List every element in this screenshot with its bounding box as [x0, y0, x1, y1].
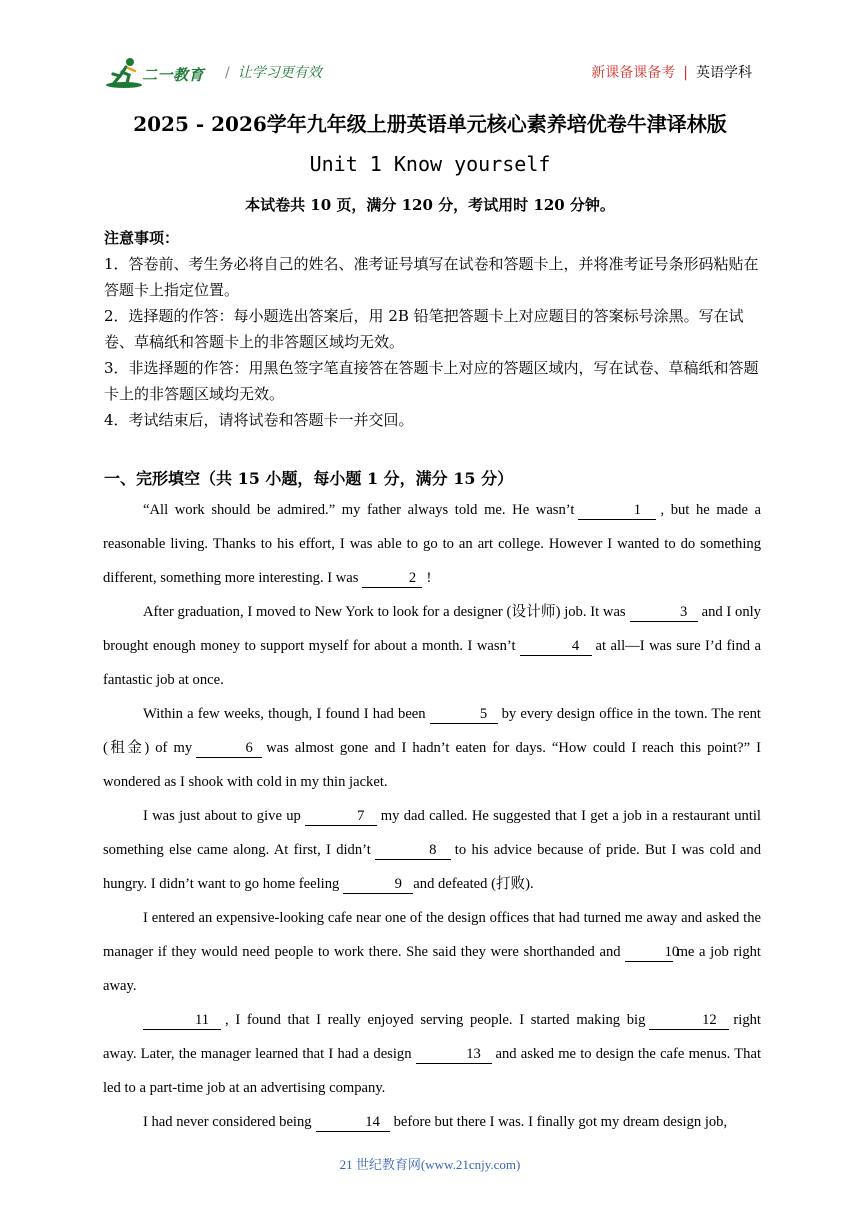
blank-5[interactable]: 5 — [430, 706, 498, 724]
header-subject-label: 英语学科 — [696, 65, 752, 81]
page-header — [0, 0, 860, 90]
passage-paragraph — [103, 493, 761, 595]
passage-paragraph — [103, 1003, 761, 1105]
blank-14[interactable]: 14 — [316, 1114, 390, 1132]
cloze-passage — [103, 493, 761, 1139]
passage-text: I entered an expensive-looking cafe near one of the design offices that had turned me away and asked the manager if they would need people to work there. She said they were shorthanded and — [103, 910, 761, 960]
note-item: 1．答卷前、考生务必将自己的姓名、准考证号填写在试卷和答题卡上，并将准考证号条形码粘贴在答题卡上指定位置。 — [104, 255, 759, 299]
runner-logo-icon — [104, 56, 144, 90]
page-title: 2025 - 2026学年九年级上册英语单元核心素养培优卷牛津译林版 — [133, 112, 727, 136]
passage-text: and I only brought enough money to support myself for about a month. I wasn’t — [103, 604, 761, 654]
passage-paragraph — [103, 1105, 761, 1139]
slogan — [225, 62, 322, 82]
blank-1[interactable]: 1 — [578, 502, 656, 520]
exam-info: 本试卷共 10 页，满分 120 分，考试用时 120 分钟。 — [245, 196, 615, 214]
header-course-label: 新课备课备考 — [591, 65, 676, 81]
passage-text: , I found that I really enjoyed serving people. I started making big — [225, 1012, 646, 1028]
blank-13[interactable]: 13 — [416, 1046, 492, 1064]
note-item: 2．选择题的作答：每小题选出答案后，用 2B 铅笔把答题卡上对应题目的答案标号涂黑。写在试卷、草稿纸和答题卡上的非答题区域均无效。 — [104, 307, 744, 351]
passage-text: Within a few weeks, though, I found I had been — [143, 706, 426, 722]
note-item: 3．非选择题的作答：用黑色签字笔直接答在答题卡上对应的答题区域内，写在试卷、草稿纸和答题卡上的非答题区域均无效。 — [104, 359, 759, 403]
slogan-text: 让学习更有效 — [237, 65, 322, 81]
passage-text: ! — [426, 570, 432, 586]
blank-3[interactable]: 3 — [630, 604, 698, 622]
passage-paragraph — [103, 697, 761, 799]
blank-11[interactable]: 11 — [143, 1012, 221, 1030]
passage-text: right away. Later, the manager learned that I had a design — [103, 1012, 761, 1062]
passage-paragraph — [103, 595, 761, 697]
passage-text: I had never considered being — [143, 1114, 312, 1130]
brand-logo — [104, 56, 216, 90]
passage-text: before but there I was. I finally got my dream design job, — [393, 1114, 728, 1130]
logo-text: 二一教育 — [142, 66, 205, 84]
blank-6[interactable]: 6 — [196, 740, 262, 758]
unit-title: Unit 1 Know yourself — [309, 152, 551, 176]
blank-10[interactable]: 10 — [625, 944, 673, 962]
header-subject — [591, 62, 752, 82]
blank-9[interactable]: 9 — [343, 876, 413, 894]
passage-text: at all—I was sure I’d find a fantastic job at once. — [103, 638, 761, 688]
passage-text: , but he made a reasonable living. Thanks to his effort, I was able to go to an art college. However I wanted to do something different, something more interesting. I was — [103, 502, 761, 586]
passage-paragraph — [103, 901, 761, 1003]
passage-text: me a job right away. — [103, 944, 761, 994]
passage-paragraph — [103, 799, 761, 901]
note-item: 4．考试结束后，请将试卷和答题卡一并交回。 — [104, 411, 414, 429]
passage-text: After graduation, I moved to New York to look for a designer (设计师) job. It was — [143, 604, 626, 620]
passage-text: I was just about to give up — [143, 808, 301, 824]
passage-text: my dad called. He suggested that I get a job in a restaurant until something else came along. At first, I didn’t — [103, 808, 761, 858]
blank-12[interactable]: 12 — [649, 1012, 729, 1030]
blank-2[interactable]: 2 — [362, 570, 422, 588]
passage-text: by every design office in the town. The rent (租金) of my — [103, 706, 761, 756]
page-footer: 21 世纪教育网(www.21cnjy.com) — [339, 1157, 521, 1172]
passage-text: and defeated (打败). — [413, 876, 534, 892]
passage-text: to his advice because of pride. But I was cold and hungry. I didn’t want to go home feeling — [103, 842, 761, 892]
passage-text: was almost gone and I hadn’t eaten for days. “How could I reach this point?” I wondered as I shook with cold in my thin jacket. — [103, 740, 761, 790]
header-separator: | — [683, 65, 688, 81]
slash-divider-icon: / — [225, 65, 230, 81]
notes-heading: 注意事项： — [104, 229, 180, 247]
blank-7[interactable]: 7 — [305, 808, 377, 826]
passage-text: “All work should be admired.” my father always told me. He wasn’t — [143, 502, 575, 518]
exam-notes — [104, 225, 764, 433]
section-title: 一、完形填空（共 15 小题，每小题 1 分，满分 15 分） — [104, 469, 514, 488]
passage-text: and asked me to design the cafe menus. That led to a part-time job at an advertising company. — [103, 1046, 761, 1096]
blank-8[interactable]: 8 — [375, 842, 451, 860]
blank-4[interactable]: 4 — [520, 638, 592, 656]
